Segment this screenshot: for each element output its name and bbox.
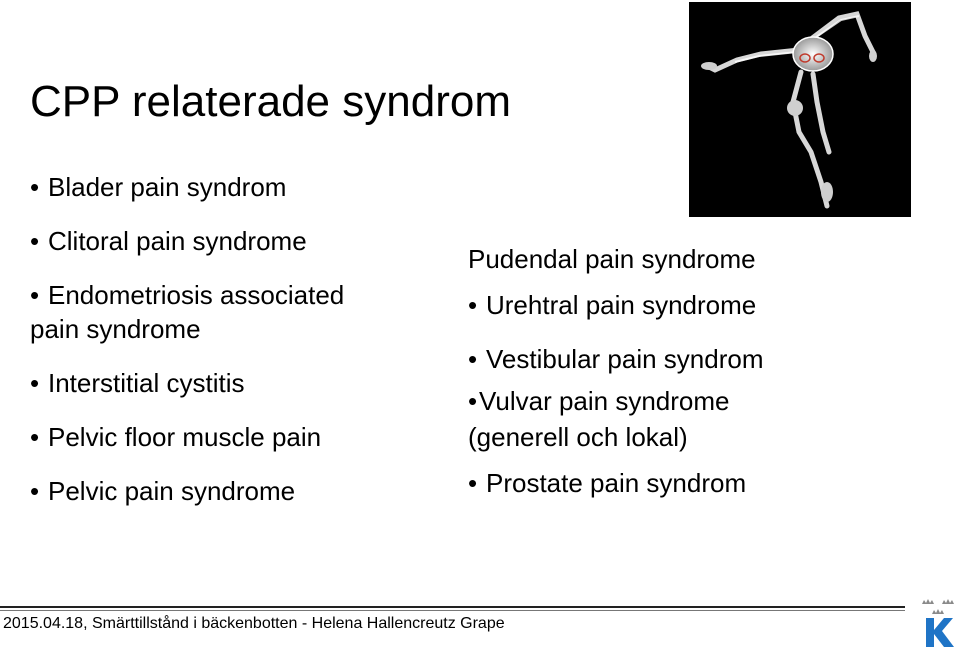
bullet: • — [468, 344, 478, 374]
xray-skeleton-image — [689, 2, 911, 217]
list-item — [468, 288, 756, 322]
list-item — [30, 366, 245, 400]
list-item-text: Vestibular pain syndrom — [486, 344, 764, 374]
list-item-text: Clitoral pain syndrome — [48, 226, 307, 256]
bullet: • — [30, 280, 40, 310]
list-item — [30, 224, 307, 258]
list-item-text: Blader pain syndrom — [48, 172, 287, 202]
bullet: • — [30, 368, 40, 398]
karolinska-logo-icon — [918, 598, 958, 648]
list-item-text: Pudendal pain syndrome — [468, 244, 756, 274]
list-item — [30, 170, 286, 204]
list-item — [30, 278, 344, 312]
list-item — [468, 384, 730, 418]
bullet: • — [468, 290, 478, 320]
list-item — [468, 342, 763, 376]
bullet: • — [30, 476, 40, 506]
slide-title: CPP relaterade syndrom — [30, 77, 511, 126]
list-item-text: Vulvar pain syndrome — [479, 386, 730, 416]
list-item-text: Urehtral pain syndrome — [486, 290, 757, 320]
list-item-text: Prostate pain syndrom — [486, 468, 747, 498]
list-item — [30, 420, 321, 454]
footer-text: 2015.04.18, Smärttillstånd i bäckenbotten - Helena Hallencreutz Grape — [3, 615, 505, 632]
list-item-text: Interstitial cystitis — [48, 368, 245, 398]
list-item-continuation — [30, 312, 201, 346]
list-item — [468, 466, 746, 500]
bullet: • — [30, 172, 40, 202]
list-item-text: pain syndrome — [30, 314, 201, 344]
footer-divider — [0, 606, 905, 608]
list-item — [468, 242, 756, 276]
list-item-text: Pelvic pain syndrome — [48, 476, 296, 506]
list-item-continuation — [468, 420, 688, 454]
list-item-text: Endometriosis associated — [48, 280, 345, 310]
list-item-text: Pelvic floor muscle pain — [48, 422, 322, 452]
bullet: • — [468, 468, 478, 498]
bullet: • — [30, 422, 40, 452]
bullet: • — [468, 386, 478, 416]
xray-skeleton-icon — [689, 2, 911, 217]
bullet: • — [30, 226, 40, 256]
footer-divider-thin — [0, 610, 905, 611]
list-item — [30, 474, 295, 508]
list-item-text: (generell och lokal) — [468, 422, 688, 452]
